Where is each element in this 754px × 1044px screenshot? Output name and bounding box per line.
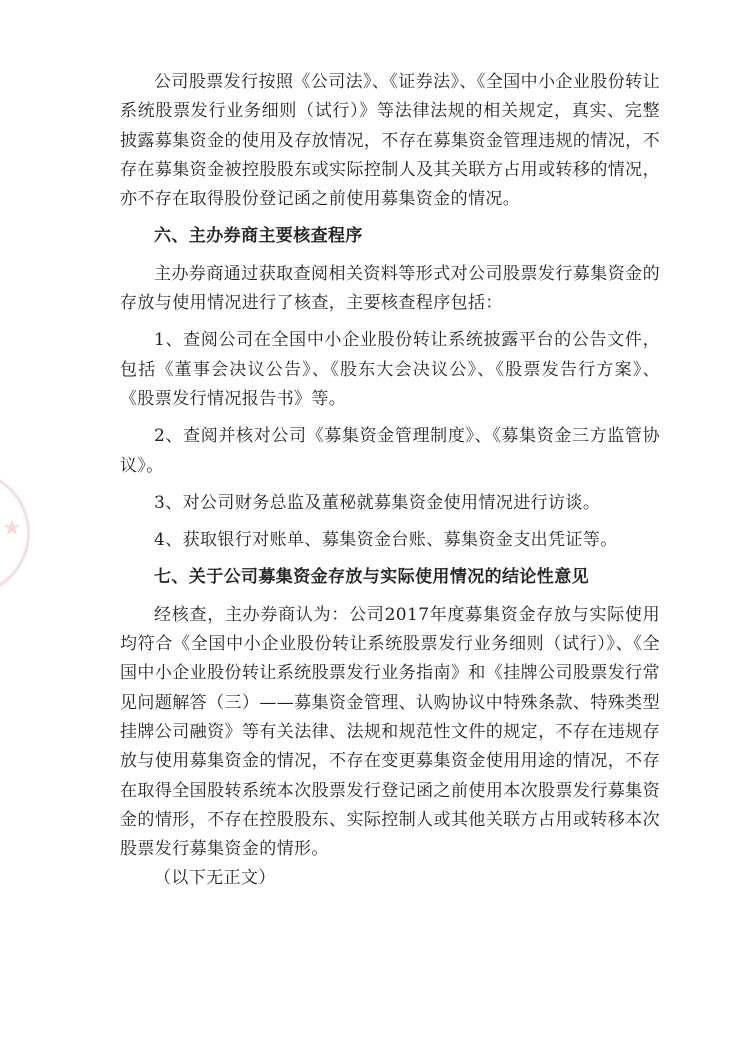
- section-6-heading: 六、主办券商主要核查程序: [154, 226, 363, 247]
- section-6-item-2: 2、查阅并核对公司《募集资金管理制度》、《募集资金三方监管协议》。: [120, 426, 660, 476]
- document-body: [120, 68, 660, 894]
- closing-note: （以下无正文）: [154, 868, 276, 889]
- section-6-item-4: 4、获取银行对账单、募集资金台账、募集资金支出凭证等。: [154, 530, 618, 551]
- seal-stamp-edge: ★: [0, 470, 34, 590]
- section-6-intro: 主办券商通过获取查阅相关资料等形式对公司股票发行募集资金的存放与使用情况进行了核查，主要核查程序包括：: [120, 263, 660, 314]
- section-6-item-3: 3、对公司财务总监及董秘就募集资金使用情况进行访谈。: [154, 492, 601, 513]
- section-7-body: 经核查，主办券商认为：公司2017年度募集资金存放与实际使用均符合《全国中小企业股份转让系统股票发行业务细则（试行）》、《全国中小企业股份转让系统股票发行业务指南》和《挂牌公司股票发行常见问题解答（三）——募集资金管理、认购协议中特殊条款、特殊类型挂牌公司融资》等有关法律、法规和规范性文件的规定，不存在违规存放与使用募集资金的情况，不存在变更募集资金使用用途的情况，不存在取得全国股转系统本次股票发行登记函之前使用本次股票发行募集资金的情形，不存在控股股东、实际控制人或其他关联方占用或转移本次股票发行募集资金的情形。: [120, 604, 660, 860]
- section-6-item-1: 1、查阅公司在全国中小企业股份转让系统披露平台的公告文件，包括《董事会决议公告》、《股东大会决议公》、《股票发告行方案》、《股票发行情况报告书》等。: [120, 330, 660, 409]
- section-7-heading: 七、关于公司募集资金存放与实际使用情况的结论性意见: [154, 567, 589, 588]
- intro-paragraph: 公司股票发行按照《公司法》、《证券法》、《全国中小企业股份转让系统股票发行业务细则（试行）》等法律法规的相关规定，真实、完整披露募集资金的使用及存放情况，不存在募集资金管理违规的情况，不存在募集资金被控股股东或实际控制人及其关联方占用或转移的情况，亦不存在取得股份登记函之前使用募集资金的情况。: [120, 72, 660, 210]
